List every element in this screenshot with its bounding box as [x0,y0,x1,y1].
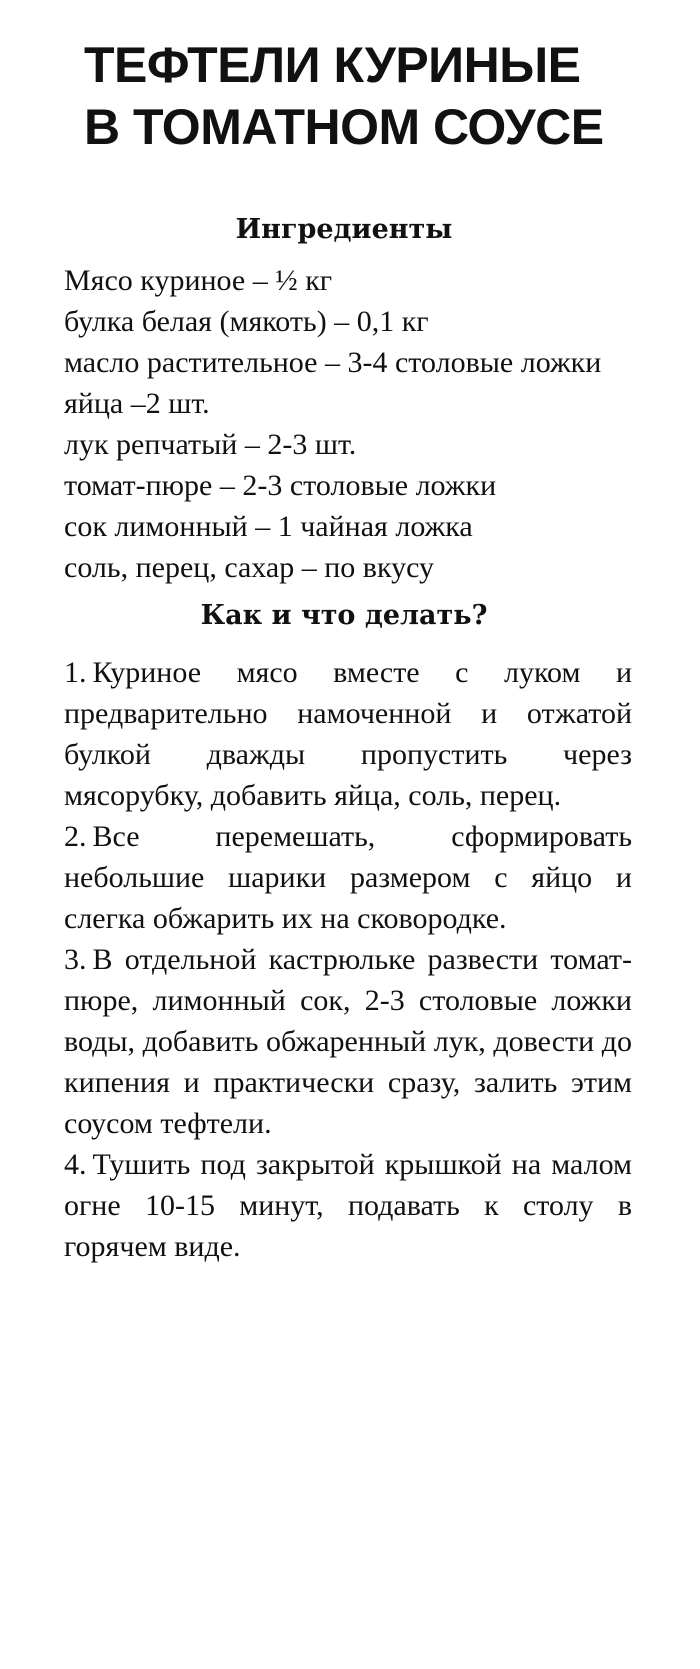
ingredient-item: Мясо куриное – ½ кг [64,264,333,297]
steps-list [64,652,632,1267]
step-number: 2. [64,820,87,853]
ingredient-item: соль, перец, сахар – по вкусу [64,551,435,584]
ingredient-item: масло растительное – 3-4 столовые ложки [64,346,602,379]
steps-heading: Как и что делать? [200,600,488,631]
step-number: 3. [64,943,87,976]
ingredients-heading: Ингредиенты [235,214,453,245]
ingredient-item: томат-пюре – 2-3 столовые ложки [64,469,497,502]
recipe-title-line-2: В ТОМАТНОМ СОУСЕ [84,99,604,155]
step-item [64,816,632,939]
step-item [64,939,632,1144]
ingredients-list [64,260,644,588]
step-number: 1. [64,656,87,689]
step-text: В отдельной кастрюльке развести томат-пюре, лимонный сок, 2-3 столовые ложки воды, добавить обжаренный лук, довести до кипения и практически сразу, залить этим соусом тефтели. [64,943,632,1140]
recipe-title-line-1: ТЕФТЕЛИ КУРИНЫЕ [84,37,581,93]
ingredient-item: сок лимонный – 1 чайная ложка [64,510,473,543]
step-number: 4. [64,1148,87,1181]
recipe-title [84,34,660,158]
step-text: Тушить под закрытой крышкой на малом огне 10-15 минут, подавать к столу в горячем виде. [64,1148,632,1263]
ingredient-item: лук репчатый – 2-3 шт. [64,428,357,461]
ingredient-item: булка белая (мякоть) – 0,1 кг [64,305,429,338]
ingredient-item: яйца –2 шт. [64,387,210,420]
step-text: Все перемешать, сформировать небольшие шарики размером с яйцо и слегка обжарить их на сковородке. [64,820,632,935]
step-text: Куриное мясо вместе с луком и предварительно намоченной и отжатой булкой дважды пропустить через мясорубку, добавить яйца, соль, перец. [64,656,632,812]
step-item [64,1144,632,1267]
step-item [64,652,632,816]
